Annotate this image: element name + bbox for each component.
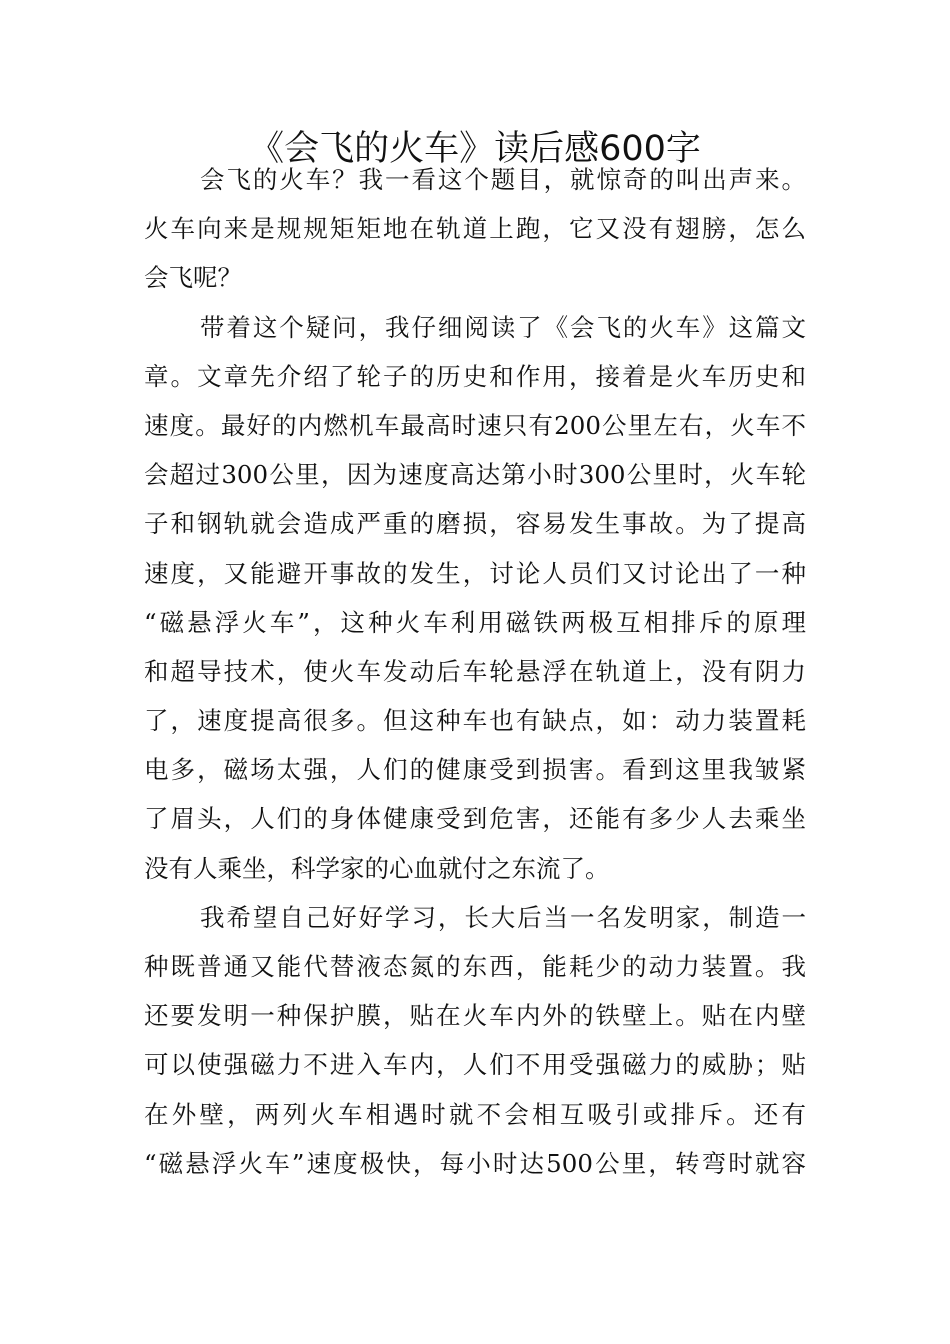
paragraph-line: 会超过300公里，因为速度高达第小时300公里时，火车轮 (144, 460, 806, 490)
paragraph-line: 子和钢轨就会造成严重的磨损，容易发生事故。为了提高 (144, 509, 806, 539)
paragraph-line: 带着这个疑问，我仔细阅读了《会飞的火车》这篇文 (200, 312, 806, 342)
paragraph-line: 了眉头，人们的身体健康受到危害，还能有多少人去乘坐 (144, 804, 806, 834)
paragraph-line: 电多，磁场太强，人们的健康受到损害。看到这里我皱紧 (144, 755, 806, 785)
paragraph-line: 可以使强磁力不进入车内，人们不用受强磁力的威胁；贴 (144, 1050, 806, 1080)
paragraph-line: 章。文章先介绍了轮子的历史和作用，接着是火车历史和 (144, 361, 806, 391)
paragraph-line: 种既普通又能代替液态氮的东西，能耗少的动力装置。我 (144, 952, 806, 981)
paragraph-line: 速度。最好的内燃机车最高时速只有200公里左右，火车不 (144, 410, 806, 440)
paragraph-line: “磁悬浮火车”，这种火车利用磁铁两极互相排斥的原理 (144, 607, 806, 637)
paragraph-line: 速度，又能避开事故的发生，讨论人员们又讨论出了一种 (144, 558, 806, 588)
paragraph-line: 会飞呢？ (144, 263, 242, 293)
paragraph-1 (144, 155, 806, 303)
paragraph-line: 和超导技术，使火车发动后车轮悬浮在轨道上，没有阴力 (144, 656, 806, 686)
paragraph-line: 火车向来是规规矩矩地在轨道上跑，它又没有翅膀，怎么 (144, 214, 806, 244)
paragraph-line: 我希望自己好好学习，长大后当一名发明家，制造一 (200, 902, 806, 932)
document-title: 《会飞的火车》读后感600字 (249, 129, 701, 169)
paragraph-3 (144, 893, 806, 1188)
paragraph-line: “磁悬浮火车”速度极快，每小时达500公里，转弯时就容 (144, 1148, 806, 1178)
paragraph-line: 了，速度提高很多。但这种车也有缺点，如：动力装置耗 (144, 706, 806, 736)
paragraph-line: 还要发明一种保护膜，贴在火车内外的铁壁上。贴在内壁 (144, 1001, 806, 1031)
paragraph-line: 在外壁，两列火车相遇时就不会相互吸引或排斥。还有 (144, 1099, 806, 1129)
document-body (144, 155, 806, 1188)
paragraph-line: 会飞的火车？我一看这个题目，就惊奇的叫出声来。 (200, 165, 806, 194)
paragraph-line: 没有人乘坐，科学家的心血就付之东流了。 (144, 853, 610, 883)
paragraph-2 (144, 303, 806, 893)
